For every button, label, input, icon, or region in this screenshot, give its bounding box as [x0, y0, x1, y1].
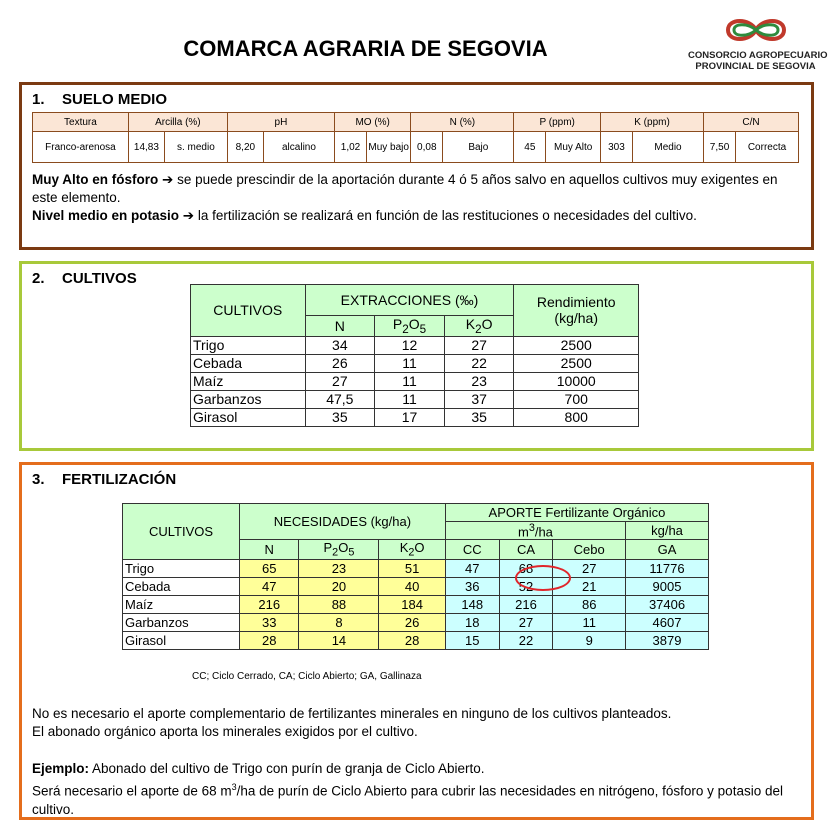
cell-cc: 18: [445, 613, 499, 631]
cell-n: 35: [305, 408, 375, 426]
cell-n: 27: [305, 372, 375, 390]
paragraph-minerales: No es necesario el aporte complementario de fertilizantes minerales en ninguno de los cultivos planteados.: [32, 706, 672, 721]
cell-ca: 27: [499, 613, 553, 631]
cell-p: 23: [299, 559, 379, 577]
col-ca: CA: [499, 540, 553, 560]
cell-c: Girasol: [123, 631, 240, 649]
cell-cebo: 86: [553, 595, 626, 613]
col-cc: CC: [445, 540, 499, 560]
arrow-right-icon: ➔: [162, 172, 174, 187]
cell-r: 10000: [514, 372, 639, 390]
col-ga: GA: [626, 540, 709, 560]
col-cultivos: CULTIVOS: [123, 504, 240, 560]
cell-k: 37: [444, 390, 514, 408]
cell-k: 28: [379, 631, 446, 649]
cell-r: 2500: [514, 354, 639, 372]
cell-p: 20: [299, 577, 379, 595]
cell-c: Cebada: [123, 577, 240, 595]
cell-ga: 9005: [626, 577, 709, 595]
paragraph-organico: El abonado orgánico aporta los minerales exigidos por el cultivo.: [32, 724, 418, 739]
section-heading: 2. CULTIVOS: [32, 270, 137, 287]
cell-ga: 11776: [626, 559, 709, 577]
cell-cc: 148: [445, 595, 499, 613]
col-arcilla: Arcilla (%): [128, 113, 227, 132]
table-row: [191, 390, 639, 408]
col-ph: pH: [227, 113, 334, 132]
cell-p: 88: [299, 595, 379, 613]
table-row: [123, 595, 709, 613]
cell-k: 26: [379, 613, 446, 631]
col-mo: MO (%): [335, 113, 411, 132]
table-row: [123, 577, 709, 595]
cell-k: 27: [444, 336, 514, 354]
section-heading: 1. SUELO MEDIO: [32, 91, 168, 108]
cell-p: 11: [375, 354, 445, 372]
arrow-right-icon: ➔: [182, 208, 195, 223]
cell-r: 800: [514, 408, 639, 426]
paragraph-ejemplo: Ejemplo: Abonado del cultivo de Trigo con purín de granja de Ciclo Abierto.: [32, 761, 485, 776]
table-row: [123, 613, 709, 631]
cell-p: 11: [375, 390, 445, 408]
cell-ga: 4607: [626, 613, 709, 631]
table-row: [191, 354, 639, 372]
soil-table: [32, 112, 799, 163]
abbreviations-note: CC; Ciclo Cerrado, CA; Ciclo Abierto; GA, Gallinaza: [192, 671, 422, 682]
cell-c: Cebada: [191, 354, 306, 372]
cell-cc: 15: [445, 631, 499, 649]
cell-c: Trigo: [191, 336, 306, 354]
col-cn: C/N: [704, 113, 799, 132]
cell-cc: 36: [445, 577, 499, 595]
cell-cebo: 21: [553, 577, 626, 595]
cell-n: 34: [305, 336, 375, 354]
col-p2o5: $P_2O_5$: [375, 316, 445, 337]
crops-table: [190, 284, 639, 427]
cell-ga: 37406: [626, 595, 709, 613]
cell-k: 184: [379, 595, 446, 613]
cell-k: 40: [379, 577, 446, 595]
cell-cebo: 9: [553, 631, 626, 649]
section-suelo: [19, 82, 814, 250]
col-k2o: $K_2O$: [444, 316, 514, 337]
col-cultivos: CULTIVOS: [191, 285, 306, 337]
cell-n: 26: [305, 354, 375, 372]
table-row: [191, 336, 639, 354]
cell-p: 11: [375, 372, 445, 390]
col-cebo: Cebo: [553, 540, 626, 560]
cell-ca: 22: [499, 631, 553, 649]
col-rendimiento: Rendimiento (kg/ha): [514, 285, 639, 337]
cell-c: Trigo: [123, 559, 240, 577]
table-row: [191, 408, 639, 426]
cell-n: 28: [240, 631, 299, 649]
col-m3ha: $m^3/ha$: [445, 522, 625, 540]
section-fertilizacion: [19, 462, 814, 820]
cell-n: 47: [240, 577, 299, 595]
cell-ca: 216: [499, 595, 553, 613]
highlight-circle: [515, 565, 571, 591]
col-aporte: APORTE Fertilizante Orgánico: [445, 504, 708, 522]
cell-p: 14: [299, 631, 379, 649]
section-cultivos: [19, 261, 814, 451]
cell-ga: 3879: [626, 631, 709, 649]
col-k2o: $K_2O$: [379, 540, 446, 560]
cell-c: Maíz: [123, 595, 240, 613]
cell-cebo: 27: [553, 559, 626, 577]
col-necesidades: NECESIDADES (kg/ha): [240, 504, 446, 540]
knot-logo-icon: [724, 10, 788, 50]
cell-k: 23: [444, 372, 514, 390]
cell-ca: 68: [499, 559, 553, 577]
cell-p: 12: [375, 336, 445, 354]
paragraph-potasio: Nivel medio en potasio ➔ la fertilización se realizará en función de las restituciones o necesidades del cultivo.: [32, 208, 697, 223]
cell-c: Garbanzos: [191, 390, 306, 408]
cell-r: 2500: [514, 336, 639, 354]
fert-table: [122, 503, 709, 650]
cell-c: Maíz: [191, 372, 306, 390]
cell-r: 700: [514, 390, 639, 408]
cell-n: 47,5: [305, 390, 375, 408]
cell-n: 65: [240, 559, 299, 577]
col-textura: Textura: [33, 113, 129, 132]
cell-k: 22: [444, 354, 514, 372]
cell-n: 216: [240, 595, 299, 613]
cell-c: Girasol: [191, 408, 306, 426]
col-extracciones: EXTRACCIONES (‰): [305, 285, 514, 316]
cell-k: 35: [444, 408, 514, 426]
paragraph-ejemplo-detalle: Será necesario el aporte de 68 $m^3/ha$ de purín de Ciclo Abierto para cubrir las necesidades en nitrógeno, fósforo y potasio del cultivo.: [32, 782, 783, 817]
consorcio-logo: [688, 10, 828, 72]
logo-line2: PROVINCIAL DE SEGOVIA: [695, 61, 816, 72]
cell-p: 8: [299, 613, 379, 631]
col-n: N: [305, 316, 375, 337]
cell-c: Garbanzos: [123, 613, 240, 631]
col-n: N: [240, 540, 299, 560]
cell-k: 51: [379, 559, 446, 577]
table-row: [123, 631, 709, 649]
section-heading: 3. FERTILIZACIÓN: [32, 471, 177, 488]
col-kgha: kg/ha: [626, 522, 709, 540]
cell-ca: 52: [499, 577, 553, 595]
cell-cc: 47: [445, 559, 499, 577]
cell-p: 17: [375, 408, 445, 426]
cell-n: 33: [240, 613, 299, 631]
table-row: [123, 559, 709, 577]
page-title: COMARCA AGRARIA DE SEGOVIA: [183, 36, 548, 61]
cell-cebo: 11: [553, 613, 626, 631]
col-k: K (ppm): [600, 113, 703, 132]
table-row: Franco-arenosa 14,83 s. medio 8,20 alcalino 1,02 Muy bajo 0,08 Bajo 45 Muy Alto 303 Medio 7,50 Correcta: [33, 132, 799, 163]
table-row: [191, 372, 639, 390]
paragraph-fosforo: Muy Alto en fósforo ➔ se puede prescindir de la aportación durante 4 ó 5 años salvo en aquellos cultivos muy exigentes en este elemento.: [32, 172, 778, 205]
col-p: P (ppm): [514, 113, 601, 132]
logo-line1: CONSORCIO AGROPECUARIO: [688, 50, 828, 61]
col-p2o5: $P_2O_5$: [299, 540, 379, 560]
col-n: N (%): [411, 113, 514, 132]
